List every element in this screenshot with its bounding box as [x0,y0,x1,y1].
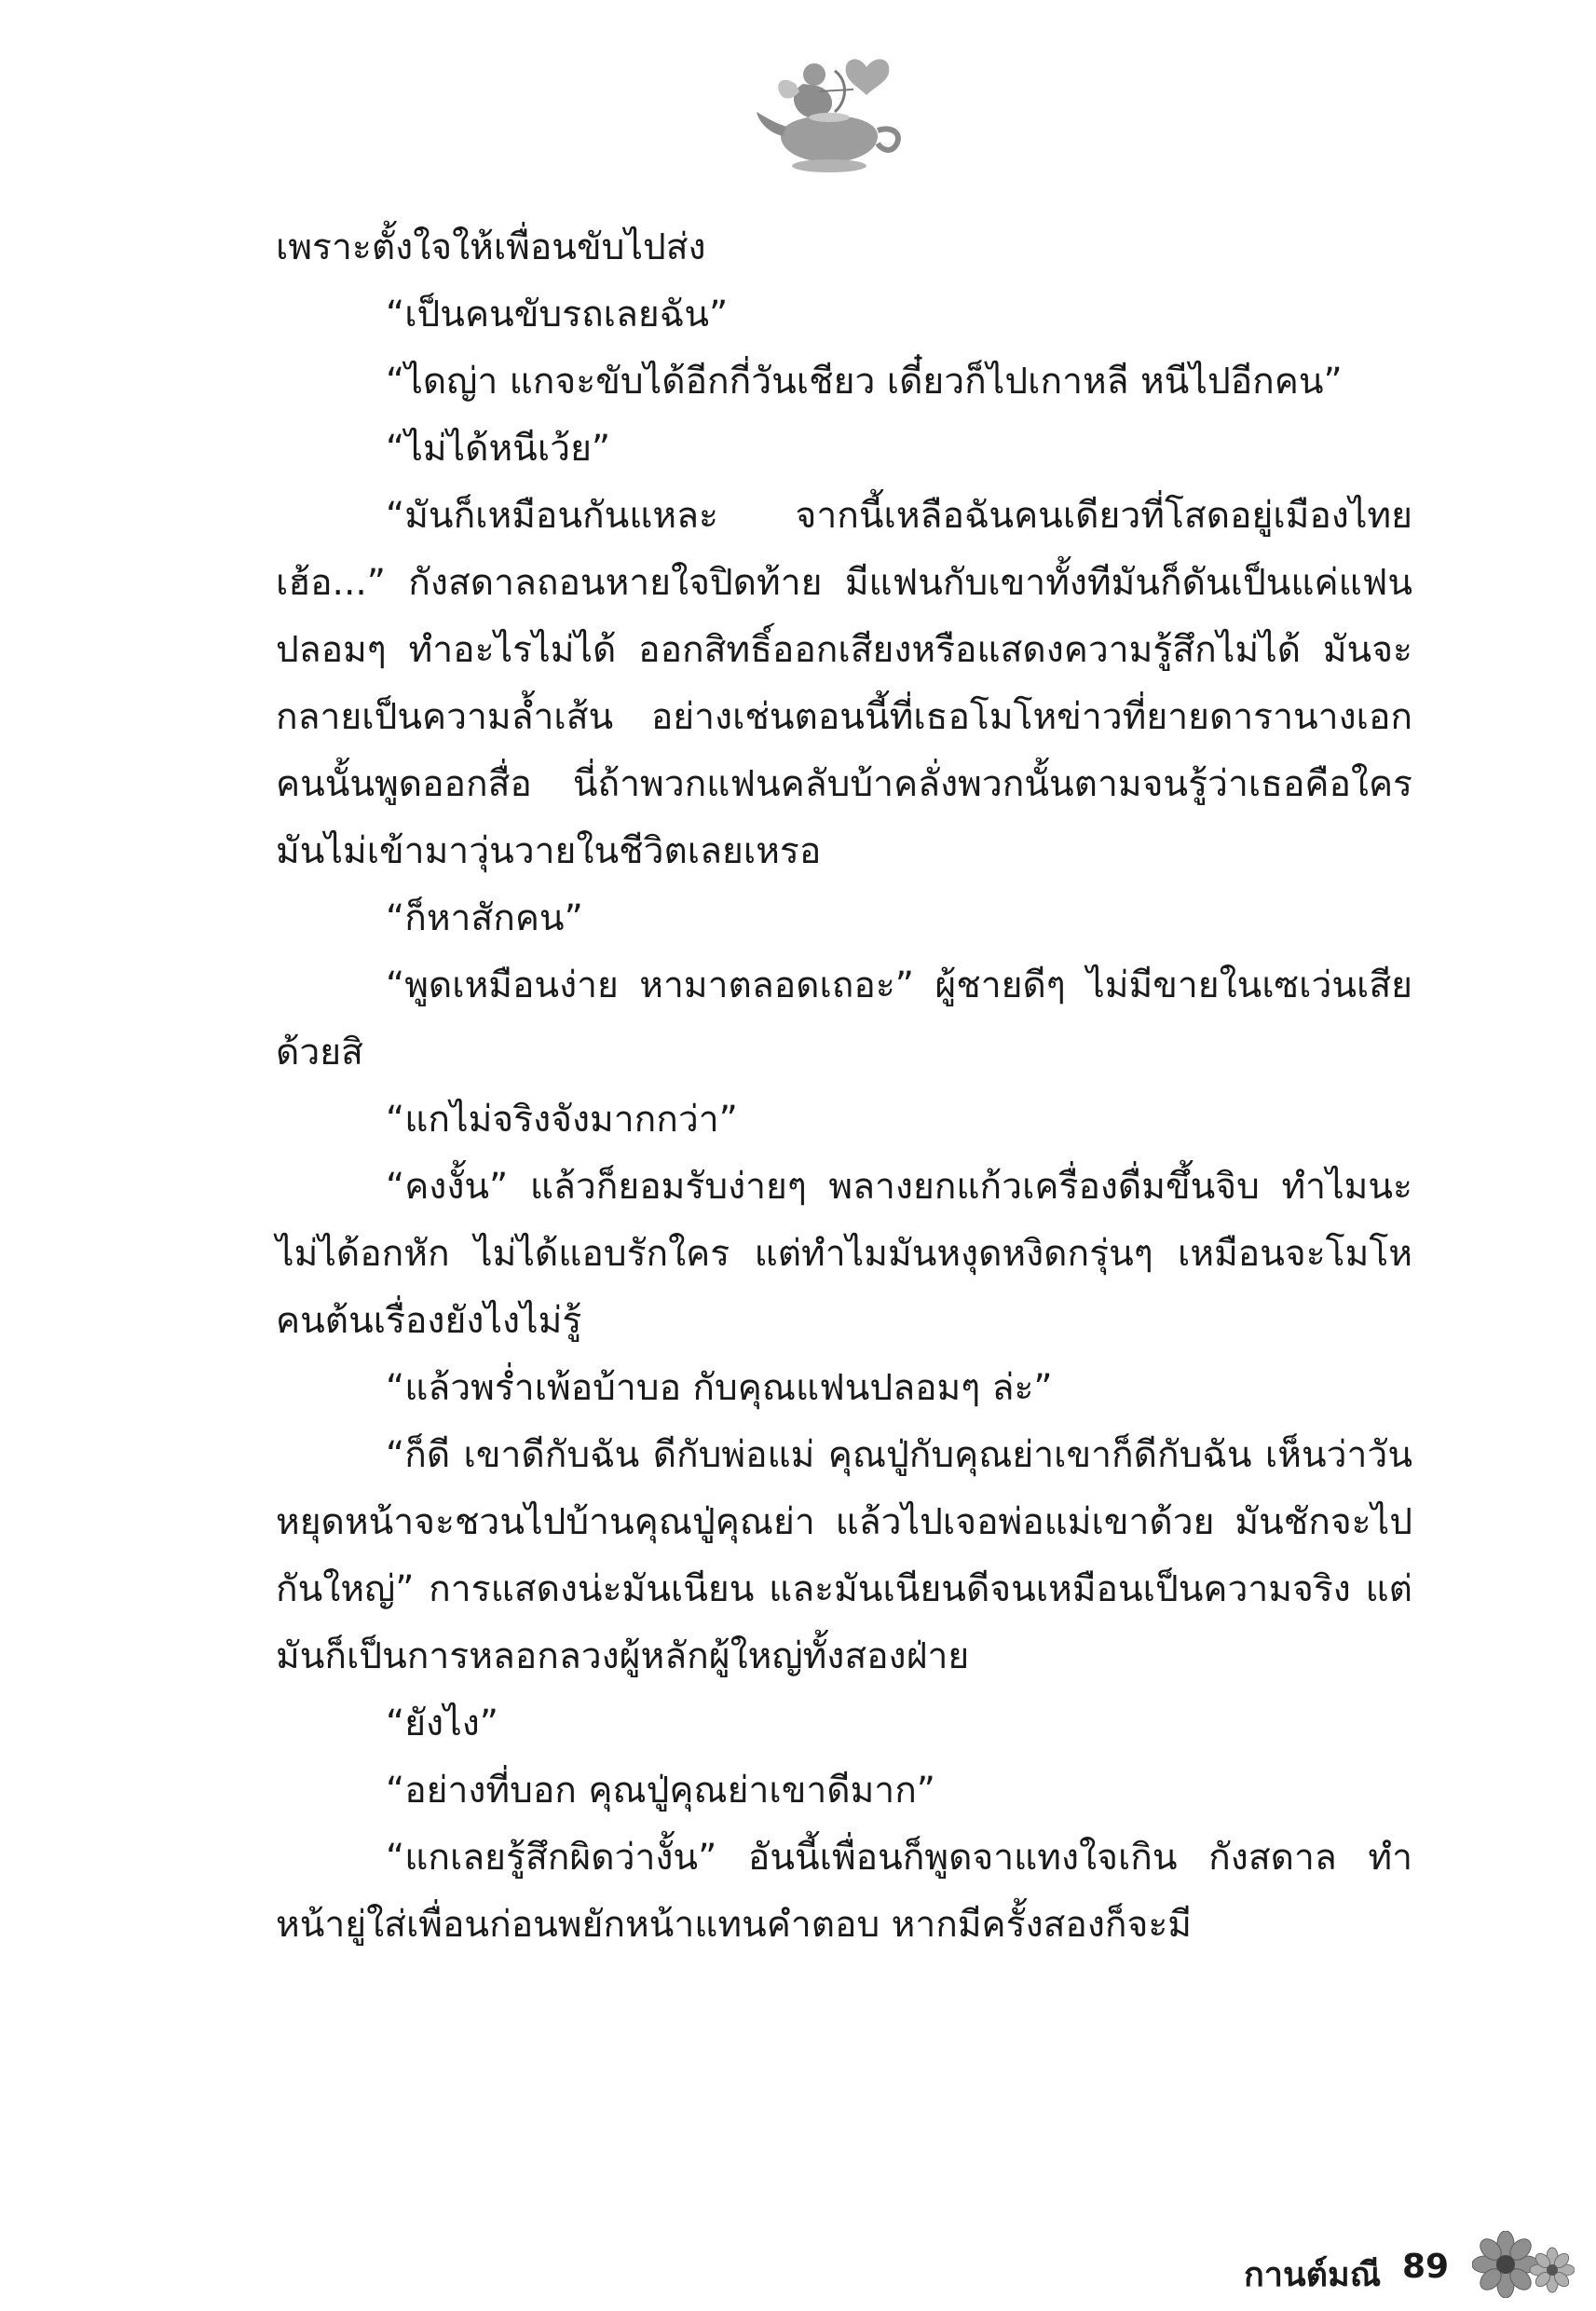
paragraph: “เป็นคนขับรถเลยฉัน” [386,294,729,335]
flower-icon [1472,2231,1575,2298]
page-footer [1193,2244,1584,2300]
paragraph: “พูดเหมือนง่าย หามาตลอดเถอะ” ผู้ชายดีๆ ไม่มีขายในเซเว่นเสียด้วยสิ [276,964,1412,1073]
paragraph: “ไดญ่า แกจะขับได้อีกกี่วันเชียว เดี๋ยวก็ไปเกาหลี หนีไปอีกคน” [386,361,1343,403]
paragraph: “อย่างที่บอก คุณปู่คุณย่าเขาดีมาก” [386,1770,936,1812]
paragraph: “ก็ดี เขาดีกับฉัน ดีกับพ่อแม่ คุณปู่กับคุณย่าเขาก็ดีกับฉัน เห็นว่าวันหยุดหน้าจะชวนไปบ้านคุณปู่คุณย่า แล้วไปเจอพ่อแม่เขาด้วย มันชักจะไปกันใหญ่” การแสดงน่ะมันเนียน และมันเนียนดีจนเหมือนเป็นความจริง แต่มันก็เป็นการหลอกลวงผู้หลักผู้ใหญ่ทั้งสองฝ่าย [276,1434,1412,1677]
paragraph: “ก็หาสักคน” [386,897,583,939]
paragraph: เพราะตั้งใจให้เพื่อนขับไปส่ง [276,226,706,268]
paragraph: “คงงั้น” แล้วก็ยอมรับง่ายๆ พลางยกแก้วเครื่องดื่มขึ้นจิบ ทำไมนะ ไม่ได้อกหัก ไม่ได้แอบรักใคร แต่ทำไมมันหงุดหงิดกรุ่นๆ เหมือนจะโมโหคนต้นเรื่องยังไงไม่รู้ [276,1166,1412,1342]
paragraph: “แกเลยรู้สึกผิดว่างั้น” อันนี้เพื่อนก็พูดจาแทงใจเกิน กังสดาล ทำหน้ายู่ใส่เพื่อนก่อนพยักหน้าแทนคำตอบ หากมีครั้งสองก็จะมี [276,1837,1412,1946]
body-text [276,214,1412,1959]
paragraph: “ยังไง” [386,1702,498,1744]
book-title: กานต์มณี [1244,2256,1382,2294]
paragraph: “แล้วพร่ำเพ้อบ้าบอ กับคุณแฟนปลอมๆ ล่ะ” [386,1367,1053,1409]
paragraph: “ไม่ได้หนีเว้ย” [386,428,611,470]
cupid-teapot-icon [755,47,913,177]
paragraph: “มันก็เหมือนกันแหละ จากนี้เหลือฉันคนเดียวที่โสดอยู่เมืองไทย เฮ้อ...” กังสดาลถอนหายใจปิดท้าย มีแฟนกับเขาทั้งทีมันก็ดันเป็นแค่แฟนปลอมๆ ทำอะไรไม่ได้ ออกสิทธิ์ออกเสียงหรือแสดงความรู้สึกไม่ได้ มันจะกลายเป็นความล้ำเส้น อย่างเช่นตอนนี้ที่เธอโมโหข่าวที่ยายดารานางเอกคนนั้นพูดออกสื่อ นี่ถ้าพวกแฟนคลับบ้าคลั่งพวกนั้นตามจนรู้ว่าเธอคือใคร มันไม่เข้ามาวุ่นวายในชีวิตเลยเหรอ [276,495,1412,872]
page-number: 89 [1402,2248,1450,2286]
paragraph: “แกไม่จริงจังมากกว่า” [386,1099,738,1141]
